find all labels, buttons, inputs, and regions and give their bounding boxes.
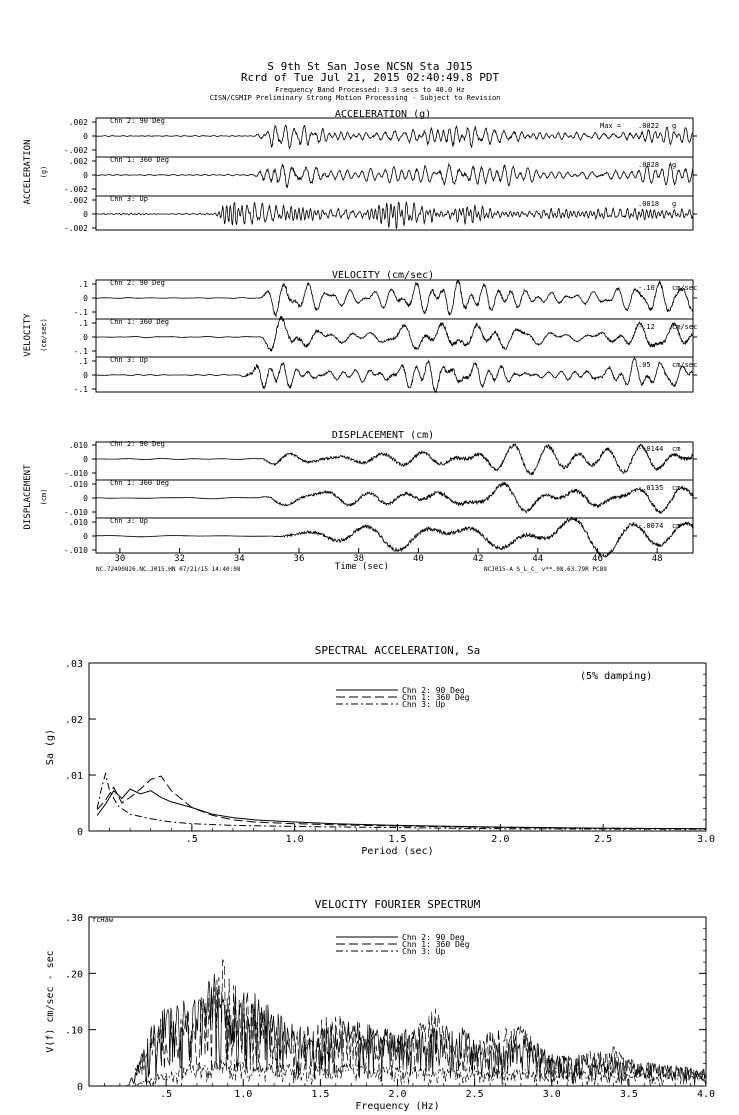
displacement-unit-label: (cm) [40,488,48,506]
record-id-footer: NC.72490826.NC.J015.HN 07/21/15 14:40:08 [96,566,241,573]
velocity-peak-value: .05 [638,361,651,369]
acceleration-ytick-label: .002 [68,157,88,166]
sa-group-ytick-label: .01 [64,771,83,782]
time-axis-label: Time (sec) [334,562,390,572]
displacement-peak-unit: cm [672,445,681,453]
fs-group-ylabel: V(f) cm/sec - sec [45,950,56,1053]
sa-group-series-line [97,774,706,829]
processing-note: CISN/CSMIP Preliminary Strong Motion Processing - Subject to Revision [209,94,501,102]
sa-group-xlabel: Period (sec) [361,846,434,857]
acceleration-ytick-label: 0 [83,210,88,219]
velocity-ytick-label: -.1 [73,347,88,356]
displacement-ytick-label: -.010 [63,546,88,555]
displacement-ytick-label: -.010 [63,508,88,517]
acceleration-peak-unit: g [672,200,677,208]
sa-group-series-line [97,776,706,829]
fs-group-corner-label: fcHaw [92,916,114,924]
time-tick-label: 34 [233,554,245,564]
acceleration-title: ACCELERATION (g) [334,109,432,120]
sa-group-ylabel: Sa (g) [45,728,56,766]
time-tick-label: 40 [412,554,424,564]
time-tick-label: 42 [472,554,484,564]
sa-group-ytick-label: .02 [64,715,83,726]
displacement-ytick-label: 0 [83,532,88,541]
fs-group-title: VELOCITY FOURIER SPECTRUM [314,898,481,911]
displacement-ytick-label: 0 [83,455,88,464]
fs-group-ytick-label: .10 [64,1025,83,1037]
time-tick-label: 32 [174,554,186,564]
fs-group-ytick-label: 0 [76,1082,83,1093]
sa-group-xtick-label: 1.5 [388,834,407,845]
velocity-unit-label: (cm/sec) [40,318,48,352]
displacement-ytick-label: -.010 [63,469,88,478]
fs-group-xtick-label: 2.0 [388,1089,407,1100]
acceleration-ytick-label: 0 [83,132,88,141]
velocity-channel-name: Chn 3: Up [110,356,148,364]
sa-group-ytick-label: .03 [64,659,83,670]
fs-group-xtick-label: .5 [160,1089,173,1100]
displacement-channel-name: Chn 3: Up [110,517,148,525]
fourier-spectrum-plot [45,898,715,1112]
fs-group-xtick-label: 1.5 [311,1089,330,1100]
sa-group-title: SPECTRAL ACCELERATION, Sa [314,644,481,657]
sa-group-xtick-label: 3.0 [696,834,716,845]
acceleration-peak-value: .0018 [638,200,660,208]
time-series-panels [23,109,697,573]
sa-group-ytick-label: 0 [76,827,83,838]
sa-group-xtick-label: .5 [185,834,198,845]
velocity-peak-value: -.10 [638,284,655,292]
displacement-peak-unit: cm [672,484,681,492]
velocity-ytick-label: -.1 [73,308,88,317]
displacement-peak-value: -.0144 [638,445,664,453]
fs-group-xtick-label: 1.0 [234,1089,253,1100]
acceleration-ytick-label: -.002 [63,185,88,194]
displacement-channel-name: Chn 2: 90 Deg [110,440,165,448]
velocity-peak-unit: cm/sec [672,361,698,369]
velocity-peak-unit: cm/sec [672,323,698,331]
fs-group-legend-label: Chn 3: Up [402,947,446,956]
displacement-waveform [96,444,693,475]
velocity-ytick-label: .1 [78,357,88,366]
station-title: S 9th St San Jose NCSN Sta J015 [267,60,473,73]
acceleration-ytick-label: 0 [83,171,88,180]
velocity-waveform [96,358,693,392]
displacement-waveform [96,483,693,514]
acceleration-max-prefix: Max = [600,122,622,130]
velocity-ytick-label: .1 [78,319,88,328]
time-tick-label: 48 [651,554,663,564]
sa-group-series-line [97,789,706,829]
acceleration-ytick-label: -.002 [63,224,88,233]
sa-group-legend-label: Chn 3: Up [402,700,446,709]
displacement-axis-label: DISPLACEMENT [23,464,33,530]
displacement-ytick-label: .010 [68,480,88,489]
displacement-channel-name: Chn 1: 360 Deg [110,479,170,487]
velocity-channel-name: Chn 2: 90 Deg [110,279,165,287]
fs-group-xtick-label: 3.0 [542,1089,561,1100]
displacement-ytick-label: 0 [83,494,88,503]
velocity-title: VELOCITY (cm/sec) [331,270,435,281]
displacement-peak-value: -.0135 [638,484,664,492]
time-tick-label: 30 [114,554,126,564]
acceleration-waveform [96,202,693,229]
sa-group-xtick-label: 2.0 [491,834,510,845]
record-title: Rcrd of Tue Jul 21, 2015 02:40:49.8 PDT [240,71,500,84]
acceleration-peak-unit: g [672,161,677,169]
time-tick-label: 36 [293,554,305,564]
sa-group-xtick-label: 1.0 [285,834,304,845]
fs-group-legend-label: Chn 1: 360 Deg [402,940,470,949]
velocity-peak-unit: cm/sec [672,284,698,292]
time-tick-label: 44 [532,554,544,564]
acceleration-axis-label: ACCELERATION [23,139,33,205]
band-note: Frequency Band Processed: 3.3 secs to 40.0 Hz [275,86,465,94]
acceleration-unit-label: (g) [40,165,48,179]
velocity-ytick-label: .1 [78,280,88,289]
fs-group-legend-label: Chn 2: 90 Deg [402,933,465,942]
acceleration-frame [96,118,693,230]
velocity-ytick-label: -.1 [73,385,88,394]
displacement-peak-value: -.0074 [638,522,664,530]
acceleration-peak-value: .0022 [638,122,660,130]
displacement-ytick-label: .010 [68,441,88,450]
displacement-waveform [96,517,693,557]
velocity-peak-value: -.12 [638,323,655,331]
sa-group-legend-label: Chn 2: 90 Deg [402,686,465,695]
sa-group-legend-label: Chn 1: 360 Deg [402,693,470,702]
displacement-ytick-label: .010 [68,518,88,527]
acceleration-peak-value: .0028 [638,161,660,169]
acceleration-channel-name: Chn 1: 360 Deg [110,156,170,164]
velocity-axis-label: VELOCITY [23,313,33,357]
sa-group-frame [89,663,706,831]
spectral-acceleration-plot [45,644,715,857]
velocity-ytick-label: 0 [83,371,88,380]
fs-group-xlabel: Frequency (Hz) [355,1101,440,1112]
displacement-title: DISPLACEMENT (cm) [331,430,435,441]
velocity-waveform [96,280,693,317]
acceleration-ytick-label: .002 [68,118,88,127]
fs-group-ytick-label: .20 [64,969,83,981]
acceleration-ytick-label: -.002 [63,146,88,155]
velocity-ytick-label: 0 [83,333,88,342]
sa-group-xtick-label: 2.5 [594,834,613,845]
velocity-ytick-label: 0 [83,294,88,303]
acceleration-peak-unit: g [672,122,677,130]
velocity-channel-name: Chn 1: 360 Deg [110,318,170,326]
fs-group-xtick-label: 2.5 [465,1089,484,1100]
version-footer: NCJ015-A S_L_C_ v**.08.63.79R PC89 [484,566,607,573]
displacement-peak-unit: cm [672,522,681,530]
time-tick-label: 46 [592,554,603,564]
acceleration-channel-name: Chn 2: 90 Deg [110,117,165,125]
fs-group-ytick-label: .30 [64,913,83,924]
acceleration-ytick-label: .002 [68,196,88,205]
fs-group-xtick-label: 3.5 [619,1089,638,1100]
velocity-waveform [96,317,693,352]
acceleration-waveform [96,163,693,188]
time-tick-label: 38 [353,554,365,564]
acceleration-channel-name: Chn 3: Up [110,195,148,203]
fs-group-xtick-label: 4.0 [696,1089,716,1100]
sa-group-damping-note: (5% damping) [580,671,653,682]
